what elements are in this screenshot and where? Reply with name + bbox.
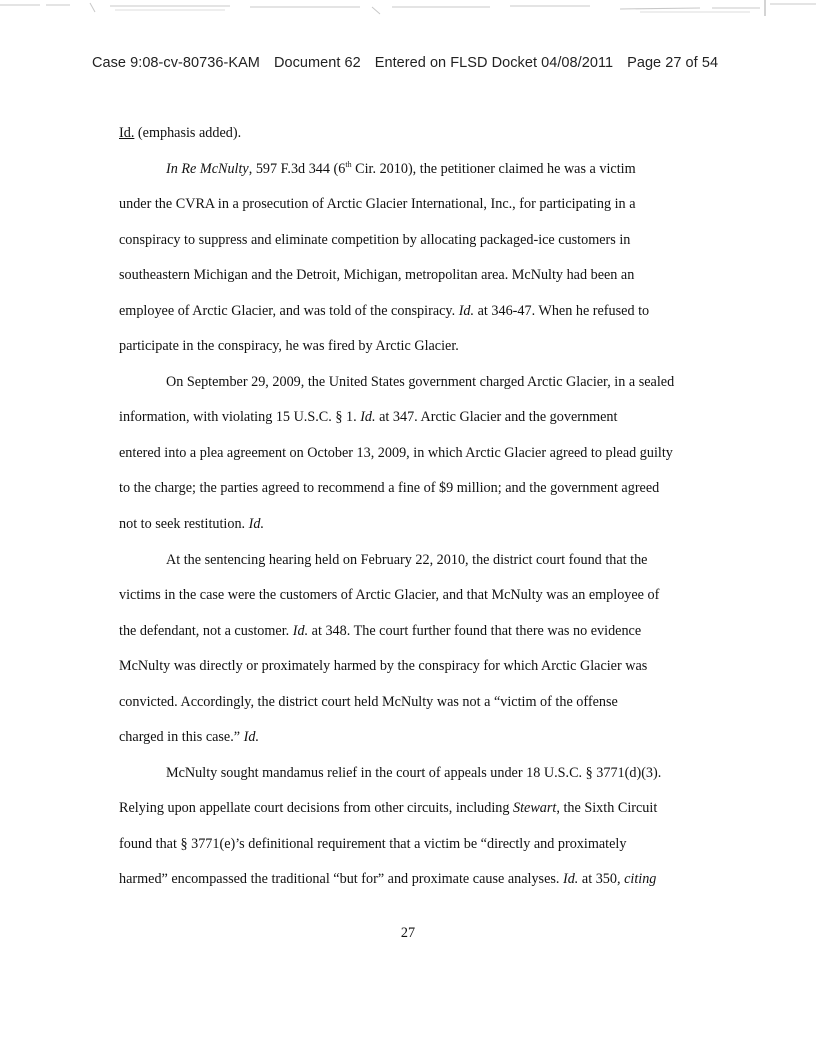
- paragraph-line: [119, 512, 719, 548]
- text-run: at 348. The court further found that there was no evidence: [308, 622, 642, 639]
- text-run: at 347. Arctic Glacier and the government: [375, 409, 618, 426]
- citation-id: Id.: [458, 302, 475, 319]
- docket-header: [92, 55, 752, 71]
- paragraph-line: [119, 121, 719, 157]
- text-run: employee of Arctic Glacier, and was told of the conspiracy.: [119, 302, 459, 319]
- text-run: at 350,: [578, 871, 625, 888]
- paragraph-line: On September 29, 2009, the United States government charged Arctic Glacier, in a sealed: [166, 373, 675, 390]
- scan-artifact-edge: [0, 0, 816, 18]
- paragraph-line: [119, 619, 719, 655]
- paragraph-line: victims in the case were the customers of Arctic Glacier, and that McNulty was an employee of: [119, 587, 660, 604]
- paragraph-line: [119, 725, 719, 761]
- paragraph-line: southeastern Michigan and the Detroit, Michigan, metropolitan area. McNulty had been an: [119, 267, 635, 284]
- paragraph-line: [119, 796, 719, 832]
- case-citation: Stewart: [513, 800, 557, 817]
- paragraph-line: McNulty was directly or proximately harmed by the conspiracy for which Arctic Glacier was: [119, 658, 648, 675]
- text-run: , 597 F.3d 344 (6: [248, 160, 346, 177]
- text-run: , the Sixth Circuit: [556, 800, 658, 817]
- paragraph-line: found that § 3771(e)’s definitional requirement that a victim be “directly and proximately: [119, 835, 627, 852]
- document-body: [119, 121, 719, 903]
- page-count: Page 27 of 54: [627, 55, 719, 71]
- paragraph-line: [119, 405, 719, 441]
- citation-id: Id.: [292, 622, 309, 639]
- case-number: Case 9:08-cv-80736-KAM: [92, 55, 260, 71]
- paragraph-line: [119, 157, 719, 193]
- document-number: Document 62: [273, 55, 361, 71]
- text-run: Cir. 2010), the petitioner claimed he was a victim: [351, 160, 636, 177]
- text-run: at 346-47. When he refused to: [474, 302, 650, 319]
- page-number: 27: [400, 925, 416, 941]
- paragraph-line: conspiracy to suppress and eliminate competition by allocating packaged-ice customers in: [119, 231, 631, 248]
- text-run: not to seek restitution.: [119, 516, 249, 533]
- citation-id: Id.: [562, 871, 579, 888]
- text-run: harmed” encompassed the traditional “but for” and proximate cause analyses.: [119, 871, 563, 888]
- paragraph-line: convicted. Accordingly, the district court held McNulty was not a “victim of the offense: [119, 693, 618, 710]
- paragraph-line: McNulty sought mandamus relief in the court of appeals under 18 U.S.C. § 3771(d)(3).: [166, 764, 662, 781]
- citation-id: Id.: [360, 409, 376, 426]
- citing-signal: citing: [624, 871, 657, 888]
- paragraph-line: At the sentencing hearing held on February 22, 2010, the district court found that the: [166, 551, 648, 568]
- case-citation: In Re McNulty: [166, 160, 249, 177]
- paragraph-line: to the charge; the parties agreed to recommend a fine of $9 million; and the government agreed: [119, 480, 660, 497]
- text-run: information, with violating 15 U.S.C. § 1.: [119, 409, 361, 426]
- paragraph-line: participate in the conspiracy, he was fired by Arctic Glacier.: [119, 338, 459, 355]
- text-run: charged in this case.”: [119, 729, 244, 746]
- citation-id: Id.: [248, 516, 265, 533]
- ordinal-superscript: th: [345, 159, 352, 169]
- citation-id: Id.: [243, 729, 259, 746]
- paragraph-line: [119, 867, 719, 903]
- citation-id: Id.: [119, 125, 135, 141]
- text-run: the defendant, not a customer.: [119, 622, 293, 639]
- text-run: Relying upon appellate court decisions from other circuits, including: [119, 800, 514, 817]
- text-run: (emphasis added).: [134, 125, 242, 141]
- paragraph-line: [119, 299, 719, 335]
- paragraph-line: entered into a plea agreement on October 13, 2009, in which Arctic Glacier agreed to plead guilty: [119, 444, 673, 461]
- docket-entry: Entered on FLSD Docket 04/08/2011: [374, 55, 614, 71]
- paragraph-line: under the CVRA in a prosecution of Arctic Glacier International, Inc., for participating in a: [119, 196, 636, 213]
